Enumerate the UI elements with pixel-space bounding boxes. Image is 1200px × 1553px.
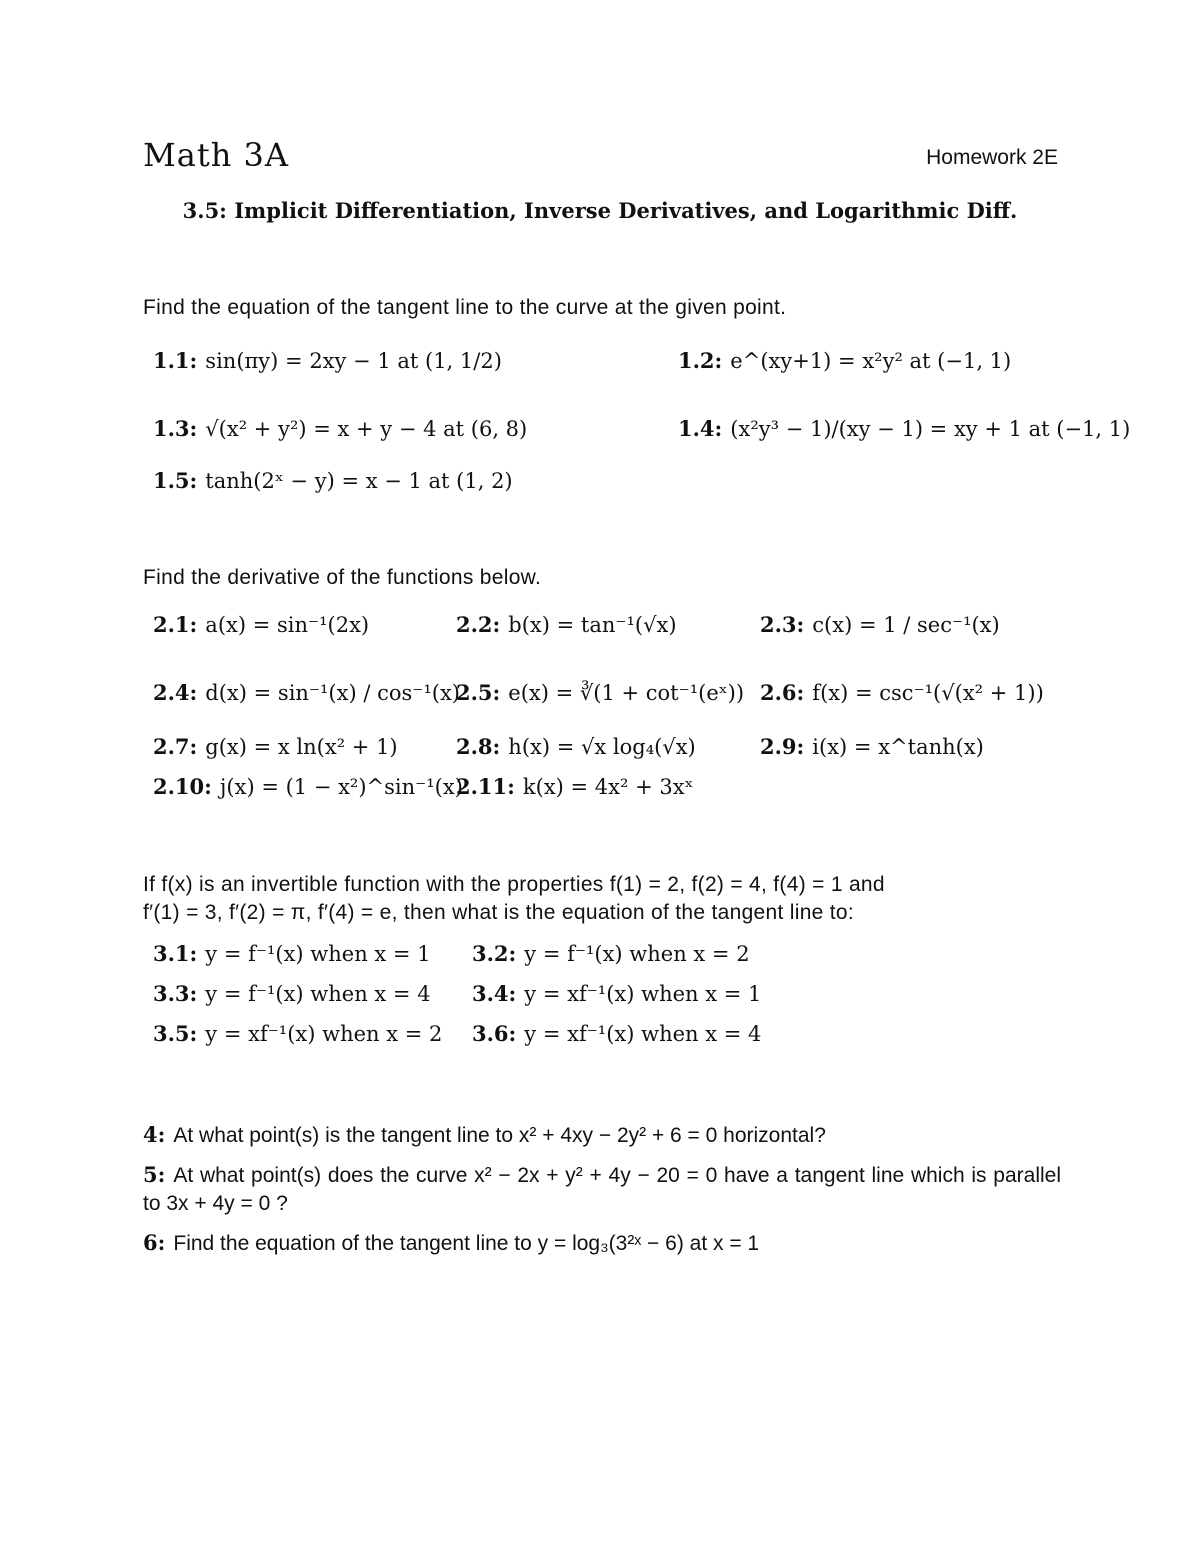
course-title: Math 3A <box>143 136 289 174</box>
problem-expression: y = f⁻¹(x) when x = 4 <box>205 982 431 1006</box>
problem-number: 3.1: <box>153 941 198 966</box>
homework-label: Homework 2E <box>926 146 1058 169</box>
problem-2-5 <box>456 680 744 705</box>
problem-expression: d(x) = sin⁻¹(x) / cos⁻¹(x) <box>205 681 461 705</box>
problem-2-8 <box>456 734 696 759</box>
problem-number: 2.2: <box>456 612 501 637</box>
problem-number: 1.5: <box>153 468 198 493</box>
problem-expression: b(x) = tan⁻¹(√x) <box>508 613 677 637</box>
problem-number: 2.8: <box>456 734 501 759</box>
problem-number: 2.9: <box>760 734 805 759</box>
problem-2-2 <box>456 612 677 637</box>
problem-expression: j(x) = (1 − x²)^sin⁻¹(x) <box>219 775 463 799</box>
problem-2-9 <box>760 734 984 759</box>
problem-expression: g(x) = x ln(x² + 1) <box>205 735 398 759</box>
problem-number: 2.5: <box>456 680 501 705</box>
problem-expression: i(x) = x^tanh(x) <box>812 735 984 759</box>
part3-intro-line-2: f′(1) = 3, f′(2) = π, f′(4) = e, then what is the equation of the tangent line to: <box>143 901 855 924</box>
problem-number: 3.4: <box>472 981 517 1006</box>
problem-2-1 <box>153 612 369 637</box>
problem-1-5 <box>153 468 513 493</box>
part3-intro-line-1: If f(x) is an invertible function with the properties f(1) = 2, f(2) = 4, f(4) = 1 and <box>143 873 885 896</box>
section-heading: 3.5: Implicit Differentiation, Inverse Derivatives, and Logarithmic Diff. <box>182 198 1018 223</box>
problem-expression: y = f⁻¹(x) when x = 2 <box>524 942 750 966</box>
problem-1-1 <box>153 348 502 373</box>
problem-number: 1.3: <box>153 416 198 441</box>
question-4 <box>143 1121 1061 1150</box>
problem-number: 3.2: <box>472 941 517 966</box>
problem-expression: k(x) = 4x² + 3xˣ <box>522 775 694 799</box>
problem-number: 2.7: <box>153 734 198 759</box>
problem-3-2 <box>472 941 750 966</box>
question-text: At what point(s) does the curve x² − 2x + y² + 4y − 20 = 0 have a tangent line which is parallel to 3x + 4y = 0 ? <box>143 1164 1061 1215</box>
problem-expression: a(x) = sin⁻¹(2x) <box>205 613 370 637</box>
problem-expression: y = xf⁻¹(x) when x = 4 <box>524 1022 762 1046</box>
question-5 <box>143 1161 1061 1218</box>
question-text: Find the equation of the tangent line to y = log₃(3²ˣ − 6) at x = 1 <box>173 1232 760 1255</box>
problem-expression: e^(xy+1) = x²y² at (−1, 1) <box>730 349 1012 373</box>
problem-expression: c(x) = 1 / sec⁻¹(x) <box>812 613 1000 637</box>
problem-number: 1.1: <box>153 348 198 373</box>
part2-instructions: Find the derivative of the functions below. <box>143 566 542 589</box>
problem-2-3 <box>760 612 1000 637</box>
problem-number: 2.11: <box>456 774 515 799</box>
problem-expression: y = xf⁻¹(x) when x = 2 <box>205 1022 443 1046</box>
problem-expression: √(x² + y²) = x + y − 4 at (6, 8) <box>205 417 528 441</box>
problem-expression: tanh(2ˣ − y) = x − 1 at (1, 2) <box>205 469 513 493</box>
problem-number: 2.4: <box>153 680 198 705</box>
problem-number: 2.3: <box>760 612 805 637</box>
problem-expression: e(x) = ∛(1 + cot⁻¹(eˣ)) <box>508 681 745 705</box>
question-number: 5: <box>143 1162 166 1187</box>
problem-2-10 <box>153 774 463 799</box>
problem-number: 1.2: <box>678 348 723 373</box>
problem-number: 3.5: <box>153 1021 198 1046</box>
problem-number: 1.4: <box>678 416 723 441</box>
problem-expression: f(x) = csc⁻¹(√(x² + 1)) <box>812 681 1044 705</box>
problem-expression: sin(πy) = 2xy − 1 at (1, 1/2) <box>205 349 502 373</box>
question-number: 4: <box>143 1122 166 1147</box>
question-text: At what point(s) is the tangent line to x² + 4xy − 2y² + 6 = 0 horizontal? <box>173 1124 826 1147</box>
problem-number: 3.3: <box>153 981 198 1006</box>
problem-number: 2.1: <box>153 612 198 637</box>
problem-2-4 <box>153 680 460 705</box>
problem-3-3 <box>153 981 431 1006</box>
problem-number: 3.6: <box>472 1021 517 1046</box>
problem-expression: h(x) = √x log₄(√x) <box>508 735 696 759</box>
problem-2-11 <box>456 774 693 799</box>
problem-expression: y = xf⁻¹(x) when x = 1 <box>524 982 762 1006</box>
problem-1-2 <box>678 348 1011 373</box>
problem-2-6 <box>760 680 1044 705</box>
problem-3-5 <box>153 1021 442 1046</box>
problem-number: 2.10: <box>153 774 212 799</box>
problem-number: 2.6: <box>760 680 805 705</box>
problem-expression: y = f⁻¹(x) when x = 1 <box>205 942 431 966</box>
problem-2-7 <box>153 734 398 759</box>
question-6 <box>143 1229 1061 1258</box>
problem-1-3 <box>153 416 527 441</box>
problem-3-6 <box>472 1021 761 1046</box>
part1-instructions: Find the equation of the tangent line to the curve at the given point. <box>143 296 787 319</box>
problem-3-4 <box>472 981 761 1006</box>
problem-expression: (x²y³ − 1)/(xy − 1) = xy + 1 at (−1, 1) <box>730 417 1131 441</box>
problem-3-1 <box>153 941 431 966</box>
problem-1-4 <box>678 416 1130 441</box>
question-number: 6: <box>143 1230 166 1255</box>
